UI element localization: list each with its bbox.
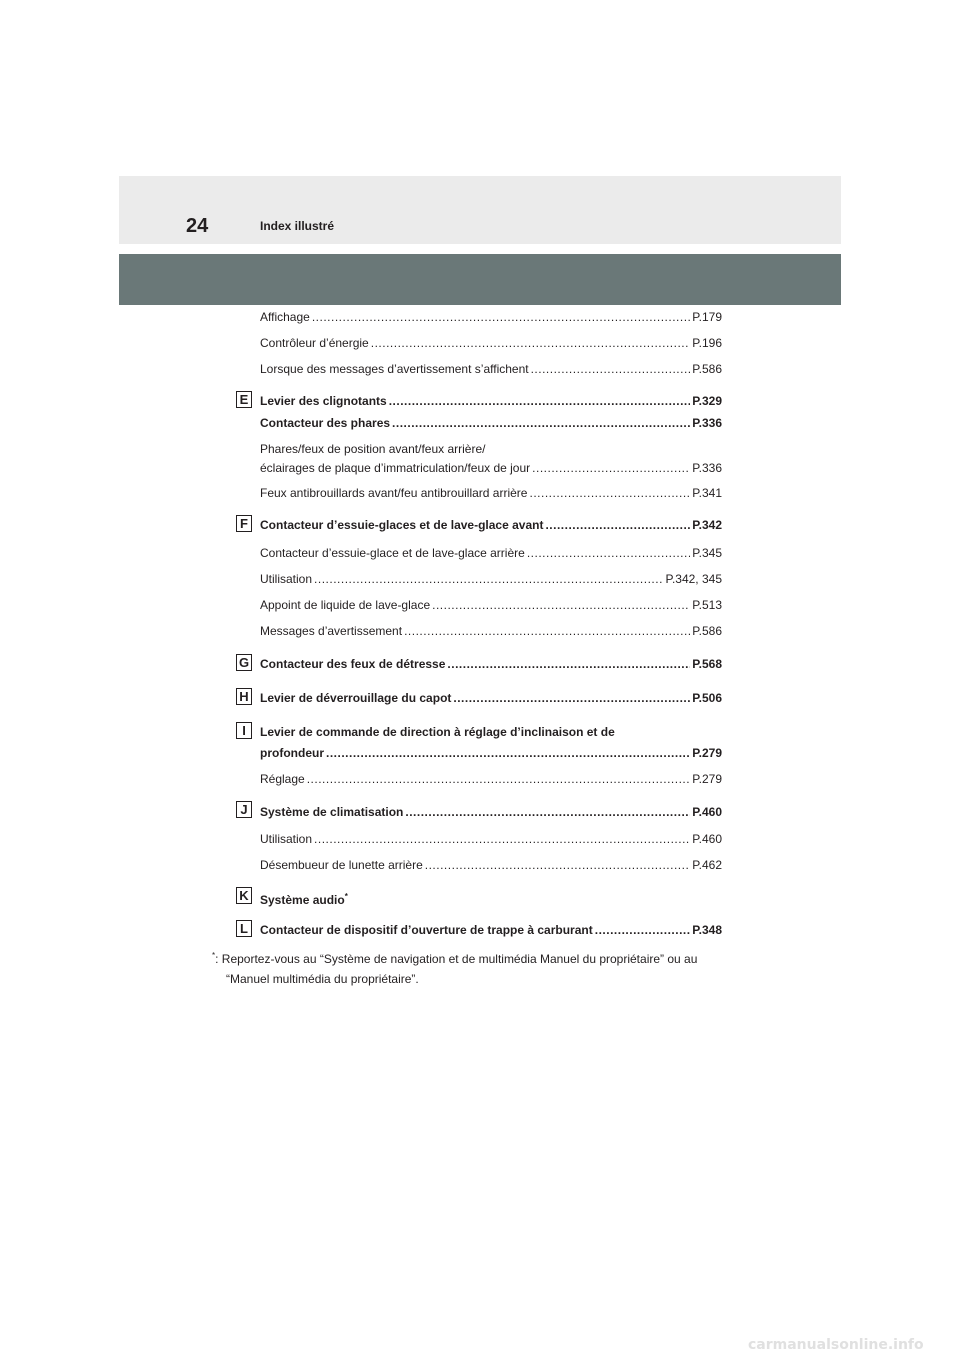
index-entry[interactable]: Contrôleur d’énergie ..... P.196 (260, 336, 722, 350)
dot-leader (326, 746, 690, 760)
dot-leader (392, 416, 690, 430)
header-band (119, 176, 841, 244)
index-entry-line[interactable]: Phares/feux de position avant/feux arrière/ (260, 442, 486, 456)
dot-leader (404, 624, 690, 638)
index-entry[interactable]: Lorsque des messages d’avertissement s’affichent ..... P.586 (260, 362, 722, 376)
index-entry[interactable]: Levier de déverrouillage du capot ..... P.506 (260, 691, 722, 705)
section-title: Index illustré (260, 219, 335, 233)
dot-leader (453, 691, 690, 705)
index-entry[interactable]: Affichage ..... P.179 (260, 310, 722, 324)
index-entry[interactable]: Contacteur d’essuie-glace et de lave-glace arrière ..... P.345 (260, 546, 722, 560)
index-entry[interactable]: Réglage ..... P.279 (260, 772, 722, 786)
section-letter-k: K (236, 887, 252, 904)
page-number: 24 (186, 215, 209, 237)
dot-leader (595, 923, 690, 937)
section-letter-e: E (236, 391, 252, 408)
section-letter-g: G (236, 654, 252, 671)
index-entry[interactable]: Levier des clignotants ..... P.329 (260, 394, 722, 408)
index-entry[interactable]: Désembueur de lunette arrière ..... P.462 (260, 858, 722, 872)
index-entry[interactable]: Système de climatisation ..... P.460 (260, 805, 722, 819)
dot-leader (432, 598, 690, 612)
index-entry[interactable]: Contacteur des phares ..... P.336 (260, 416, 722, 430)
dot-leader (371, 336, 690, 350)
dot-leader (527, 546, 690, 560)
index-entry[interactable]: Utilisation ..... P.460 (260, 832, 722, 846)
footnote-marker: * (212, 951, 216, 960)
watermark: carmanualsonline.info (748, 1337, 924, 1353)
section-letter-i: I (236, 722, 252, 739)
index-entry[interactable]: Appoint de liquide de lave-glace ..... P.513 (260, 598, 722, 612)
section-banner (119, 254, 841, 305)
section-letter-j: J (236, 801, 252, 818)
dot-leader (447, 657, 690, 671)
dot-leader (307, 772, 690, 786)
dot-leader (532, 461, 690, 475)
index-entry-line[interactable]: Système audio* (260, 892, 348, 907)
index-entry[interactable]: Contacteur des feux de détresse ..... P.568 (260, 657, 722, 671)
index-entry[interactable]: Messages d’avertissement ..... P.586 (260, 624, 722, 638)
dot-leader (314, 832, 690, 846)
footnote: *: Reportez-vous au “Système de navigation et de multimédia Manuel du propriétaire” ou au “Manuel multimédia du propriétaire”. (212, 951, 698, 986)
index-entry[interactable]: profondeur ..... P.279 (260, 746, 722, 760)
dot-leader (314, 572, 663, 586)
dot-leader (389, 394, 690, 408)
section-letter-h: H (236, 688, 252, 705)
index-entry[interactable]: Feux antibrouillards avant/feu antibrouillard arrière ..... P.341 (260, 486, 722, 500)
section-letter-l: L (236, 920, 252, 937)
index-entry[interactable]: Contacteur de dispositif d’ouverture de trappe à carburant ..... P.348 (260, 923, 722, 937)
index-entry-line[interactable]: Levier de commande de direction à réglage d’inclinaison et de (260, 725, 615, 739)
section-letter-f: F (236, 515, 252, 532)
footnote-marker: * (344, 892, 348, 901)
index-entry[interactable]: Contacteur d’essuie-glaces et de lave-glace avant ..... P.342 (260, 518, 722, 532)
dot-leader (405, 805, 690, 819)
dot-leader (312, 310, 690, 324)
index-entry[interactable]: éclairages de plaque d’immatriculation/feux de jour ..... P.336 (260, 461, 722, 475)
index-entry[interactable]: Utilisation ..... P.342, 345 (260, 572, 722, 586)
dot-leader (425, 858, 690, 872)
dot-leader (545, 518, 690, 532)
dot-leader (529, 486, 690, 500)
dot-leader (531, 362, 691, 376)
